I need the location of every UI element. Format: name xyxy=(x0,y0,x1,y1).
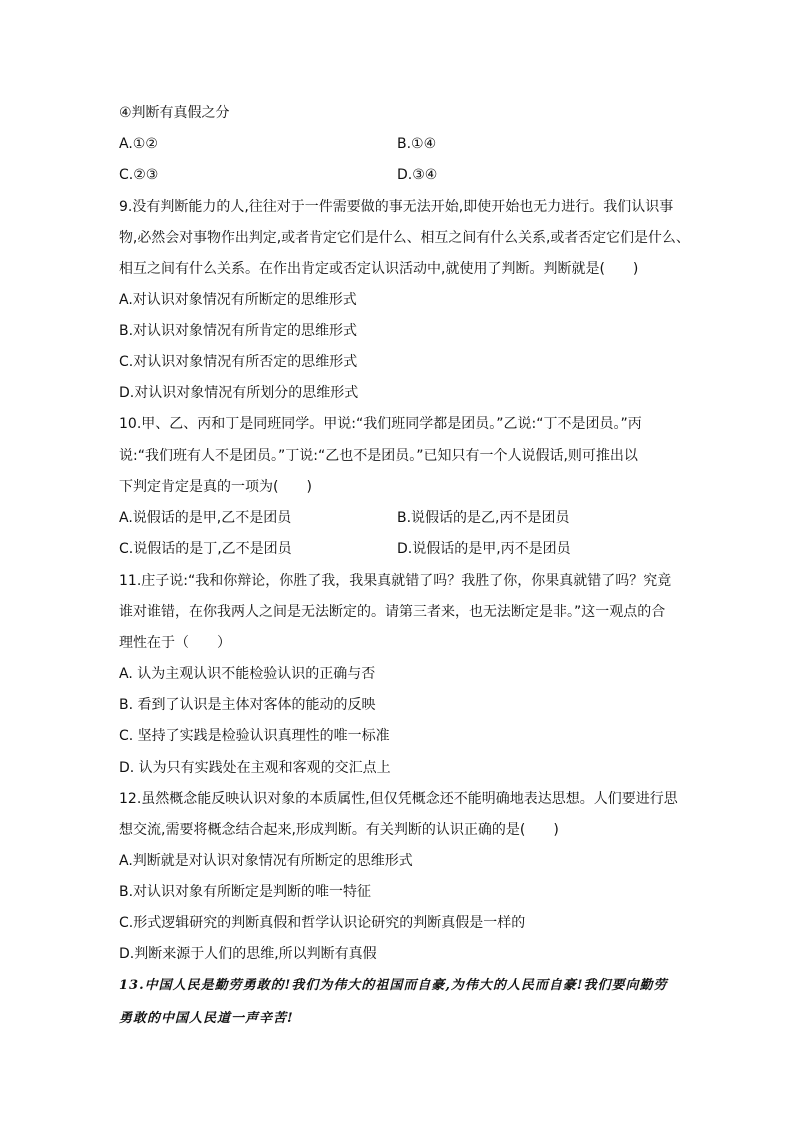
q10-stem-line-3: 下判定肯定是真的一项为( ) xyxy=(119,479,312,495)
q12-option-c: C.形式逻辑研究的判断真假和哲学认识论研究的判断真假是一样的 xyxy=(119,915,526,931)
q13-line-2: 勇敢的中国人民道一声辛苦! xyxy=(119,1011,294,1026)
q10-option-a: A.说假话的是甲,乙不是团员 xyxy=(119,510,292,526)
q9-option-c: C.对认识对象情况有所否定的思维形式 xyxy=(119,354,358,370)
q8-option-d: D.③④ xyxy=(397,167,438,183)
q10-stem-line-1: 10.甲、乙、丙和丁是同班同学。甲说:“我们班同学都是团员。”乙说:“丁不是团员。”丙 xyxy=(119,416,642,432)
q8-option-b: B.①④ xyxy=(397,136,437,152)
q8-option-c: C.②③ xyxy=(119,167,159,183)
q10-option-d: D.说假话的是甲,丙不是团员 xyxy=(397,541,571,557)
q11-option-d: D. 认为只有实践处在主观和客观的交汇点上 xyxy=(119,760,391,776)
q8-option-a: A.①② xyxy=(119,136,158,152)
q11-stem-line-2: 谁对谁错，在你我两人之间是无法断定的。请第三者来，也无法断定是非。”这一观点的合 xyxy=(119,604,666,620)
q13-line-1: 13.中国人民是勤劳勇敢的!我们为伟大的祖国而自豪,为伟大的人民而自豪!我们要向勤劳 xyxy=(119,978,668,993)
q11-option-a: A. 认为主观认识不能检验认识的正确与否 xyxy=(119,666,376,682)
q10-option-b: B.说假话的是乙,丙不是团员 xyxy=(397,510,570,526)
q11-option-c: C. 坚持了实践是检验认识真理性的唯一标准 xyxy=(119,728,390,744)
q9-option-b: B.对认识对象情况有所肯定的思维形式 xyxy=(119,323,358,339)
q9-stem-line-3: 相互之间有什么关系。在作出肯定或否定认识活动中,就使用了判断。判断就是( ) xyxy=(119,261,639,277)
q12-option-a: A.判断就是对认识对象情况有所断定的思维形式 xyxy=(119,853,413,869)
q9-option-d: D.对认识对象情况有所划分的思维形式 xyxy=(119,385,359,401)
q11-option-b: B. 看到了认识是主体对客体的能动的反映 xyxy=(119,697,376,713)
q12-stem-line-1: 12.虽然概念能反映认识对象的本质属性,但仅凭概念还不能明确地表达思想。人们要进行思 xyxy=(119,791,678,807)
q9-option-a: A.对认识对象情况有所断定的思维形式 xyxy=(119,292,357,308)
q9-stem-line-2: 物,必然会对事物作出判定,或者肯定它们是什么、相互之间有什么关系,或者否定它们是什么、 xyxy=(119,230,690,246)
q11-stem-line-1: 11.庄子说:“我和你辩论，你胜了我，我果真就错了吗？我胜了你，你果真就错了吗？究竟 xyxy=(119,573,672,589)
q10-option-c: C.说假话的是丁,乙不是团员 xyxy=(119,541,292,557)
q11-stem-line-3: 理性在于（ ） xyxy=(119,635,231,651)
q9-stem-line-1: 9.没有判断能力的人,往往对于一件需要做的事无法开始,即使开始也无力进行。我们认识事 xyxy=(119,199,674,215)
q12-option-b: B.对认识对象有所断定是判断的唯一特征 xyxy=(119,884,372,900)
q10-stem-line-2: 说:“我们班有人不是团员。”丁说:“乙也不是团员。”已知只有一个人说假话,则可推出以 xyxy=(119,448,638,464)
q8-statement-4: ④判断有真假之分 xyxy=(119,105,230,121)
q12-stem-line-2: 想交流,需要将概念结合起来,形成判断。有关判断的认识正确的是( ) xyxy=(119,822,559,838)
q12-option-d: D.判断来源于人们的思维,所以判断有真假 xyxy=(119,946,377,962)
